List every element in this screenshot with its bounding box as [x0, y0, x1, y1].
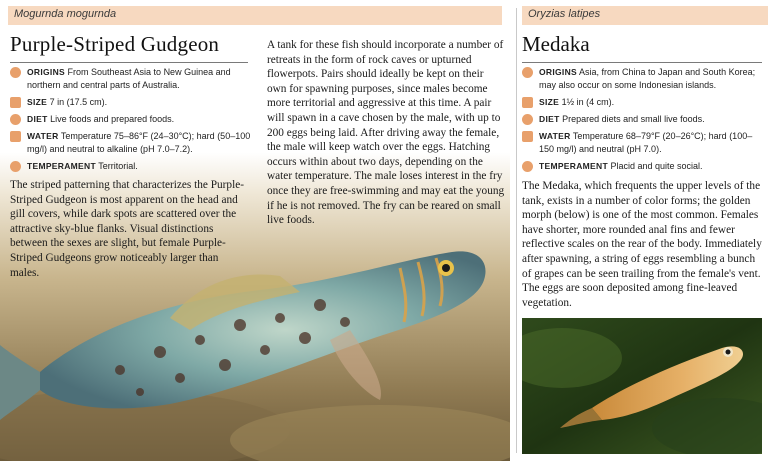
fact-text: Temperature 68–79°F (20–26°C); hard (100–150 mg/l) and neutral (pH 7.0).: [539, 131, 753, 154]
latin-name-bar: [8, 6, 502, 25]
page-divider: [516, 8, 517, 453]
description-text: The striped patterning that characterizes the Purple-Striped Gudgeon is most apparent on the head and gill covers, while dark spots are scattered over the attractive sky-blue flanks. Visual distinctions between the sexes are slight, but female Purple-Striped Gudgeons grow noticeably larger than males.: [10, 179, 244, 279]
globe-icon: [10, 67, 21, 78]
fact-water: [10, 130, 255, 156]
latin-name: Mogurnda mogurnda: [14, 8, 117, 20]
fact-size: [10, 96, 255, 109]
fact-list: [10, 66, 255, 177]
species-title: Purple-Striped Gudgeon: [10, 32, 220, 56]
latin-name-bar: [522, 6, 768, 25]
fact-text: Prepared diets and small live foods.: [562, 114, 705, 124]
title-rule: [522, 62, 762, 63]
fact-label: ORIGINS: [27, 67, 65, 77]
diet-icon: [10, 114, 21, 125]
latin-name: Oryzias latipes: [528, 8, 601, 20]
fact-label: SIZE: [27, 97, 48, 107]
fact-label: WATER: [539, 131, 571, 141]
fact-water: [522, 130, 766, 156]
temperament-icon: [522, 161, 533, 172]
size-icon: [10, 97, 21, 108]
fact-text: Live foods and prepared foods.: [50, 114, 175, 124]
fact-label: WATER: [27, 131, 59, 141]
title-rule: [10, 62, 248, 63]
fact-label: TEMPERAMENT: [27, 161, 96, 171]
species-title: Medaka: [522, 32, 590, 56]
fact-label: ORIGINS: [539, 67, 577, 77]
fact-text: Territorial.: [98, 161, 138, 171]
fact-origins: [522, 66, 766, 92]
fact-label: TEMPERAMENT: [539, 161, 608, 171]
fact-diet: [522, 113, 766, 126]
fact-label: DIET: [27, 114, 48, 124]
fact-text: 7 in (17.5 cm).: [49, 97, 108, 107]
medaka-photo: [522, 318, 762, 454]
fact-list: [522, 66, 766, 177]
fact-text: 1½ in (4 cm).: [561, 97, 615, 107]
water-icon: [522, 131, 533, 142]
fact-size: [522, 96, 766, 109]
fact-text: From Southeast Asia to New Guinea and northern and central parts of Australia.: [27, 67, 231, 90]
size-icon: [522, 97, 533, 108]
medaka-page: [522, 0, 768, 461]
description-text: The Medaka, which frequents the upper levels of the tank, exists in a number of color forms; the golden morph (below) is one of the most common. Females have shorter, more rounded anal fins and fewer reflective scales on the rear of the body. Immediately after spawning, a string of eggs resembling a bunch of grapes can be seen trailing from the female's vent. The eggs are soon deposited among fine-leaved vegetation.: [522, 180, 762, 309]
fact-diet: [10, 113, 255, 126]
fact-temperament: [10, 160, 255, 173]
water-icon: [10, 131, 21, 142]
fact-label: SIZE: [539, 97, 560, 107]
temperament-icon: [10, 161, 21, 172]
globe-icon: [522, 67, 533, 78]
fact-text: Placid and quite social.: [610, 161, 703, 171]
fact-temperament: [522, 160, 766, 173]
fact-label: DIET: [539, 114, 560, 124]
fact-text: Asia, from China to Japan and South Korea; may also occur on some Indonesian islands.: [539, 67, 756, 90]
fact-origins: [10, 66, 255, 92]
diet-icon: [522, 114, 533, 125]
fact-text: Temperature 75–86°F (24–30°C); hard (50–100 mg/l) and neutral to alkaline (pH 7.0–7.2).: [27, 131, 251, 154]
care-text: A tank for these fish should incorporate a number of retreats in the form of rock caves or upturned flowerpots. Pairs should ideally be kept on their own for spawning purposes, since males become more territorial and aggressive at this time. A pair will spawn in a cave chosen by the male, with up to 200 eggs being laid. After driving away the female, the male will keep watch over the eggs. Hatching occurs within about two days, depending on the water temperature. The male loses interest in the fry once they are free-swimming and may eat the young if he is not removed. The fry can be reared on small live foods.: [267, 39, 505, 227]
